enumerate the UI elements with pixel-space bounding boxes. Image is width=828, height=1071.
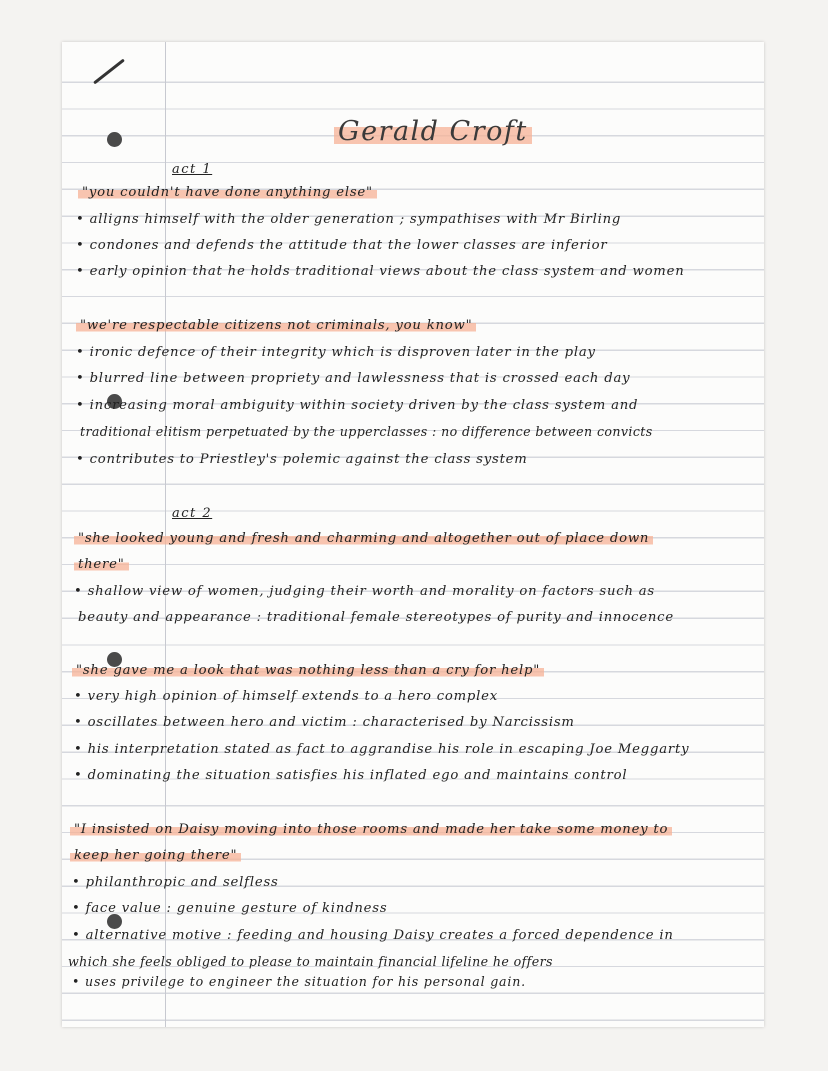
act2-point5: • dominating the situation satisfies his inflated ego and maintains control xyxy=(74,768,628,783)
act1-quote2: "we're respectable citizens not criminals, you know" xyxy=(76,318,476,333)
act1-point1: • alligns himself with the older generation ; sympathises with Mr Birling xyxy=(76,212,622,227)
notebook-page xyxy=(62,42,764,1027)
act2-point8: • alternative motive : feeding and housing Daisy creates a forced dependence in xyxy=(72,928,674,943)
act1-heading: act 1 xyxy=(172,162,213,177)
act2-point9: • uses privilege to engineer the situation for his personal gain. xyxy=(72,974,526,989)
act1-point7: • contributes to Priestley's polemic against the class system xyxy=(76,452,528,467)
act2-point8-cont: which she feels obliged to please to maintain financial lifeline he offers xyxy=(68,954,553,969)
act1-point3: • early opinion that he holds traditional views about the class system and women xyxy=(76,264,685,279)
act1-point5: • blurred line between propriety and lawlessness that is crossed each day xyxy=(76,371,631,386)
act2-quote2: "she gave me a look that was nothing less than a cry for help" xyxy=(72,663,544,678)
act2-point6: • philanthropic and selfless xyxy=(72,875,279,890)
act2-quote3: "I insisted on Daisy moving into those rooms and made her take some money to xyxy=(70,822,672,837)
act1-point2: • condones and defends the attitude that the lower classes are inferior xyxy=(76,238,608,253)
act1-point4: • ironic defence of their integrity which is disproven later in the play xyxy=(76,345,596,360)
act2-point1-cont: beauty and appearance : traditional female stereotypes of purity and innocence xyxy=(78,610,674,625)
act2-point7: • face value : genuine gesture of kindness xyxy=(72,901,388,916)
act2-point2: • very high opinion of himself extends to a hero complex xyxy=(74,689,499,704)
act2-point3: • oscillates between hero and victim : characterised by Narcissism xyxy=(74,715,575,730)
act2-point4: • his interpretation stated as fact to aggrandise his role in escaping Joe Meggarty xyxy=(74,742,690,757)
act2-quote1: "she looked young and fresh and charming and altogether out of place down xyxy=(74,531,653,546)
act2-quote3-cont: keep her going there" xyxy=(70,848,241,863)
act2-quote1-cont: there" xyxy=(74,557,129,572)
act1-point6: • increasing moral ambiguity within society driven by the class system and xyxy=(76,398,639,413)
act2-heading: act 2 xyxy=(172,506,213,521)
binder-hole-bottom xyxy=(107,914,122,929)
act2-point1: • shallow view of women, judging their worth and morality on factors such as xyxy=(74,584,655,599)
page-title: Gerald Croft xyxy=(334,116,532,147)
act1-quote1: "you couldn't have done anything else" xyxy=(78,185,377,200)
binder-hole-top xyxy=(107,132,122,147)
act1-point6-cont: traditional elitism perpetuated by the upperclasses : no difference between convicts xyxy=(80,424,653,439)
pen-mark xyxy=(93,59,125,85)
